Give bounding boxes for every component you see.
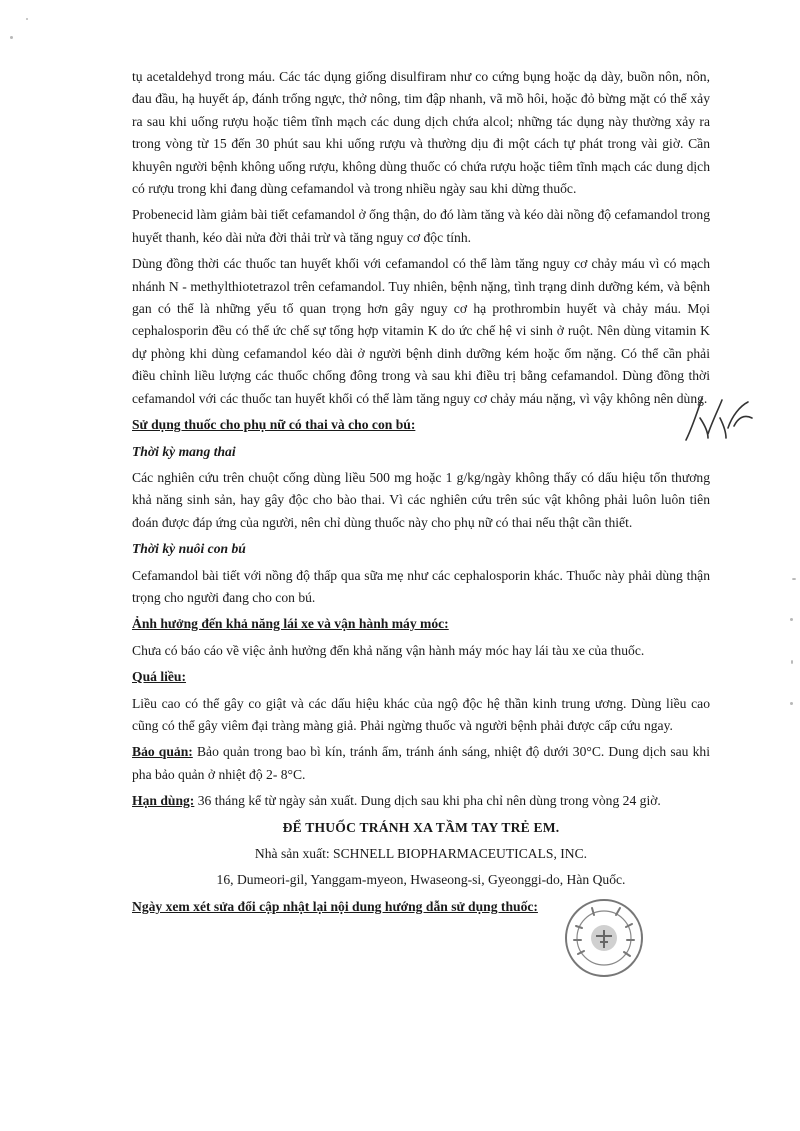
expiry-label: Hạn dùng: — [132, 793, 195, 809]
scan-speck — [790, 702, 793, 705]
scan-speck — [26, 18, 28, 20]
driving-text: Chưa có báo cáo về việc ảnh hưởng đến khả năng vận hành máy móc hay lái tàu xe của thuốc. — [132, 642, 645, 658]
review-date-label: Ngày xem xét sửa đổi cập nhật lại nội dung hướng dẫn sử dụng thuốc: — [132, 898, 538, 914]
scan-speck — [10, 36, 13, 39]
lactation-text: Cefamandol bài tiết với nồng độ thấp qua sữa mẹ như các cephalosporin khác. Thuốc này phải dùng thận trọng cho người đang cho con bú. — [132, 567, 710, 605]
pregnancy-heading: Sử dụng thuốc cho phụ nữ có thai và cho con bú: — [132, 417, 416, 433]
manufacturer-address: 16, Dumeori-gil, Yanggam-myeon, Hwaseong-si, Gyeonggi-do, Hàn Quốc. — [216, 872, 626, 888]
overdose-text: Liều cao có thể gây co giật và các dấu hiệu khác của ngộ độc hệ thần kinh trung ương. Dùng liều cao cũng có thể gây viêm đại tràng màng giả. Phải ngừng thuốc và người bệnh phải được cấp cứu ngay. — [132, 695, 710, 733]
scan-speck — [790, 618, 793, 621]
handwritten-signature-icon — [678, 388, 758, 448]
overdose-heading: Quá liều: — [132, 669, 187, 685]
scan-speck — [792, 578, 796, 580]
expiry-text: 36 tháng kể từ ngày sản xuất. Dung dịch sau khi pha chỉ nên dùng trong vòng 24 giờ. — [194, 793, 661, 809]
storage-paragraph — [132, 741, 710, 786]
paragraph-disulfiram-effects: tụ acetaldehyd trong máu. Các tác dụng giống disulfiram như co cứng bụng hoặc dạ dày, buồn nôn, nôn, đau đầu, hạ huyết áp, đánh trống ngực, thở nông, tim đập nhanh, vã mồ hôi, hoặc đỏ bừng mặt có thể xảy ra sau khi uống rượu hoặc tiêm tĩnh mạch các dung dịch chứa alcol; những tác dụng này thường xảy ra trong vòng từ 15 đến 30 phút sau khi uống rượu và thường dịu đi một cách tự phát trong vài giờ. Cần khuyên người bệnh không uống rượu, không dùng thuốc có chứa rượu hoặc tiêm tĩnh mạch các dung dịch có rượu trong khi đang dùng cefamandol và trong nhiều ngày sau khi dừng thuốc. — [132, 69, 710, 197]
paragraph-probenecid: Probenecid làm giảm bài tiết cefamandol ở ống thận, do đó làm tăng và kéo dài nồng độ cefamandol trong huyết thanh, kéo dài nửa đời thải trừ và tăng nguy cơ độc tính. — [132, 207, 710, 245]
storage-label: Bảo quản: — [132, 744, 193, 760]
lactation-subheading: Thời kỳ nuôi con bú — [132, 541, 246, 557]
document-body — [132, 66, 710, 922]
manufacturer-name: Nhà sản xuất: SCHNELL BIOPHARMACEUTICALS, INC. — [254, 846, 588, 861]
driving-heading: Ảnh hưởng đến khả năng lái xe và vận hành máy móc: — [132, 616, 449, 632]
expiry-paragraph — [132, 790, 710, 812]
pregnancy-text: Các nghiên cứu trên chuột cống dùng liều 500 mg hoặc 1 g/kg/ngày không thấy có dấu hiệu tổn thương khả năng sinh sản, hay gây độc cho bào thai. Vì các nghiên cứu trên súc vật không phải luôn luôn tiên đoán được đáp ứng của người, nên chỉ dùng thuốc này cho phụ nữ có thai nếu thật cần thiết. — [132, 469, 710, 530]
child-safety-warning: ĐỂ THUỐC TRÁNH XA TẦM TAY TRẺ EM. — [282, 819, 560, 835]
storage-text: Bảo quản trong bao bì kín, tránh ẩm, tránh ánh sáng, nhiệt độ dưới 30°C. Dung dịch sau khi pha bảo quản ở nhiệt độ 2- 8°C. — [132, 744, 710, 782]
pregnancy-subheading: Thời kỳ mang thai — [132, 443, 236, 459]
paragraph-thrombolytics: Dùng đồng thời các thuốc tan huyết khối với cefamandol có thể làm tăng nguy cơ chảy máu vì có mạch nhánh N - methylthiotetrazol trên cefamandol. Tuy nhiên, bệnh nặng, tình trạng dinh dưỡng kém, và bệnh gan có thể là những yếu tố quan trọng hơn gây nguy cơ hạ prothrombin huyết và chảy máu. Mọi cephalosporin đều có thể ức chế sự tổng hợp vitamin K do ức chế hệ vi sinh ở ruột. Nên dùng vitamin K dự phòng khi dùng cefamandol kéo dài ở người bệnh dinh dưỡng kém hoặc ốm nặng. Có thể cần phải điều chỉnh liều lượng các thuốc chống đông trong và sau khi điều trị bằng cefamandol. Dùng đồng thời cefamandol với các thuốc tan huyết khối có thể làm tăng nguy cơ chảy máu nặng, vì vậy không nên dùng. — [132, 256, 710, 406]
scan-speck — [791, 660, 793, 664]
official-seal-icon — [562, 896, 646, 980]
